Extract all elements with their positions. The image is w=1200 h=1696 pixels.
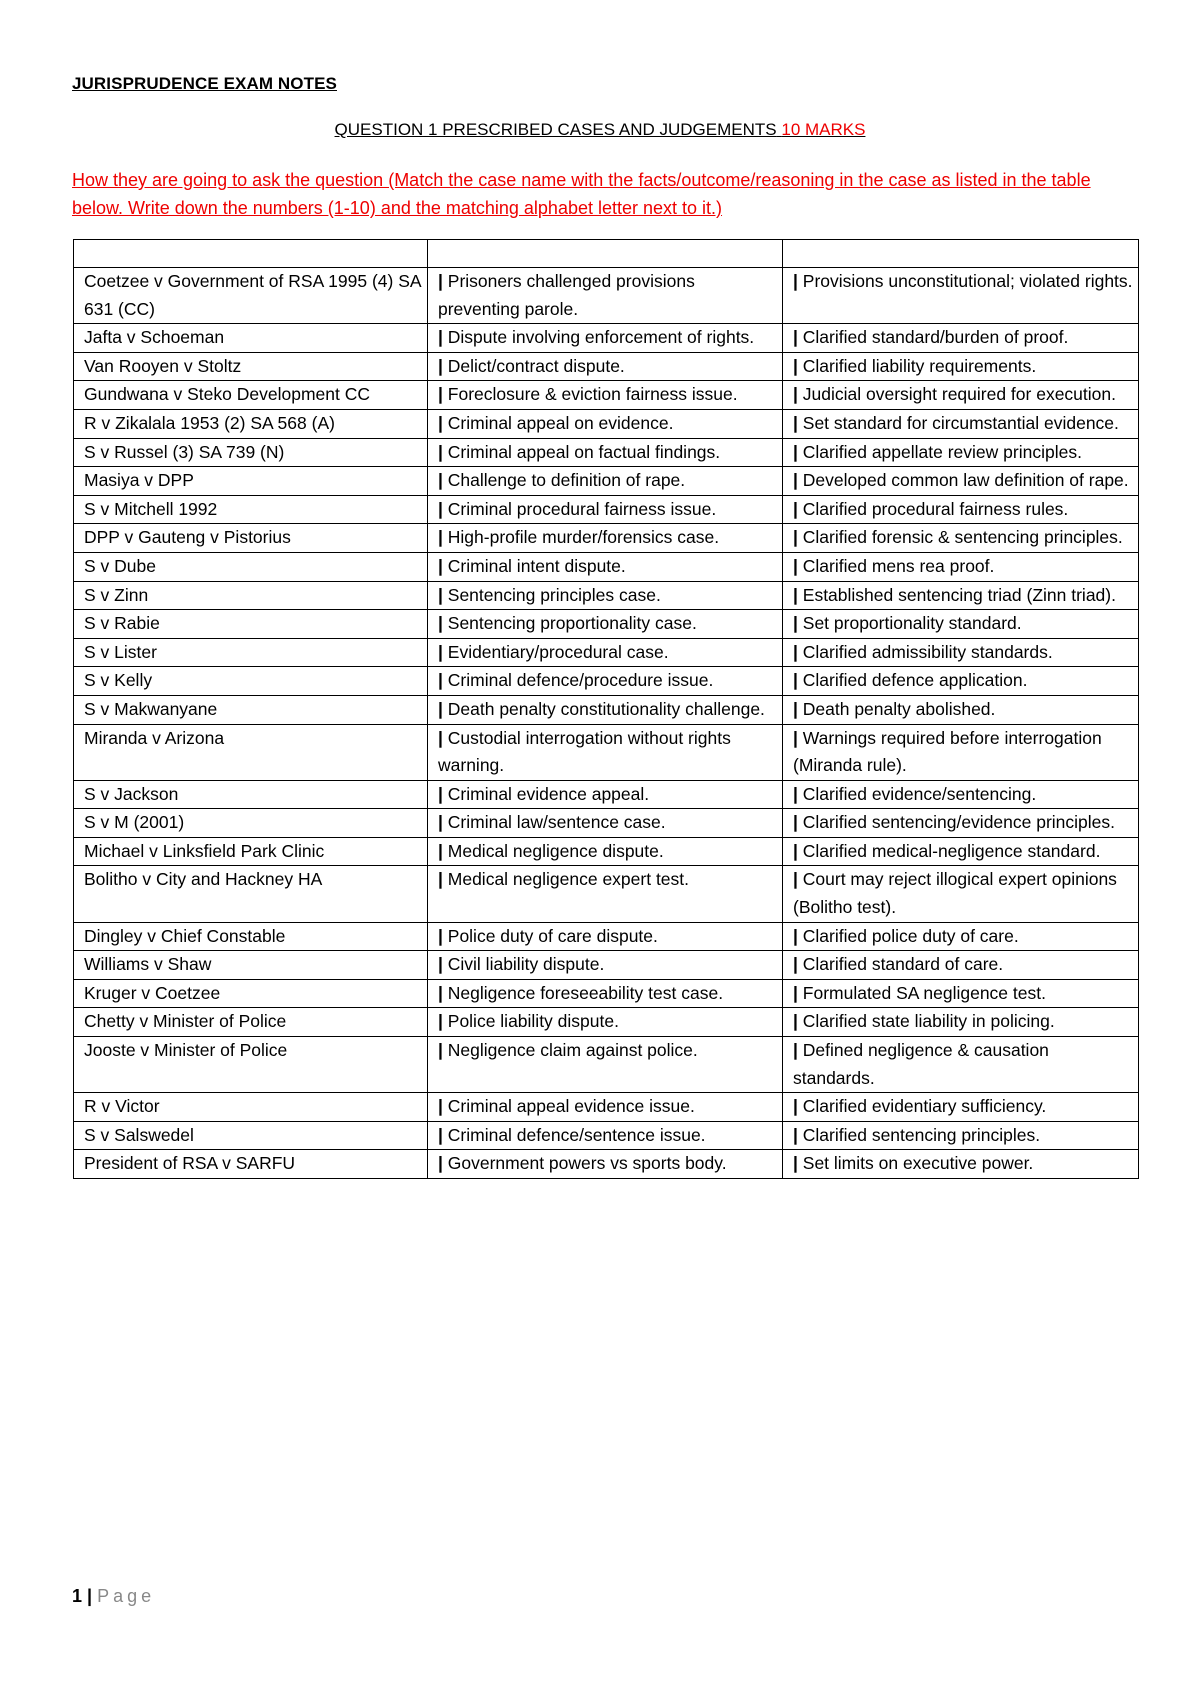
- facts-cell: [428, 667, 783, 696]
- outcome-cell: [783, 667, 1139, 696]
- outcome-cell: [783, 724, 1139, 780]
- outcome-cell-text: Set standard for circumstantial evidence.: [802, 412, 1119, 433]
- facts-cell: [428, 837, 783, 866]
- outcome-cell-text: Warnings required before interrogation (Miranda rule).: [793, 727, 1102, 776]
- outcome-cell-text: Clarified state liability in policing.: [802, 1011, 1055, 1032]
- table-header-cell: [74, 240, 428, 268]
- table-header-row: [74, 240, 1139, 268]
- column-bar-marker: |: [793, 812, 803, 833]
- table-row: [74, 922, 1139, 951]
- case-name-cell: Coetzee v Government of RSA 1995 (4) SA 631 (CC): [74, 268, 428, 324]
- table-row: [74, 581, 1139, 610]
- column-bar-marker: |: [438, 613, 448, 634]
- case-name-cell: S v Makwanyane: [74, 695, 428, 724]
- column-bar-marker: |: [793, 271, 803, 291]
- column-bar-marker: |: [438, 982, 448, 1003]
- facts-cell-text: Sentencing proportionality case.: [447, 613, 697, 634]
- column-bar-marker: |: [793, 1011, 803, 1032]
- column-bar-marker: |: [438, 954, 448, 975]
- table-row: [74, 438, 1139, 467]
- facts-cell: [428, 695, 783, 724]
- outcome-cell-text: Clarified forensic & sentencing principles.: [802, 527, 1123, 548]
- case-name-cell: Miranda v Arizona: [74, 724, 428, 780]
- outcome-cell: [783, 1150, 1139, 1179]
- outcome-cell: [783, 324, 1139, 353]
- facts-cell: [428, 467, 783, 496]
- column-bar-marker: |: [793, 698, 803, 719]
- outcome-cell-text: Set proportionality standard.: [802, 613, 1022, 634]
- table-row: [74, 610, 1139, 639]
- column-bar-marker: |: [438, 840, 448, 861]
- case-name-cell: S v Mitchell 1992: [74, 495, 428, 524]
- case-name-cell: Masiya v DPP: [74, 467, 428, 496]
- case-name-cell: R v Victor: [74, 1093, 428, 1122]
- case-name-cell: S v Lister: [74, 638, 428, 667]
- facts-cell-text: Criminal evidence appeal.: [447, 783, 650, 804]
- outcome-cell-text: Clarified sentencing principles.: [802, 1124, 1041, 1145]
- column-bar-marker: |: [438, 812, 448, 833]
- column-bar-marker: |: [438, 441, 448, 462]
- case-name-cell: DPP v Gauteng v Pistorius: [74, 524, 428, 553]
- column-bar-marker: |: [438, 670, 448, 691]
- outcome-cell-text: Clarified standard of care.: [802, 954, 1004, 975]
- facts-cell-text: Challenge to definition of rape.: [447, 470, 686, 491]
- facts-cell: [428, 1037, 783, 1093]
- facts-cell-text: Criminal procedural fairness issue.: [447, 498, 717, 519]
- facts-cell: [428, 552, 783, 581]
- column-bar-marker: |: [793, 470, 803, 491]
- column-bar-marker: |: [793, 327, 803, 348]
- column-bar-marker: |: [793, 355, 803, 376]
- column-bar-marker: |: [438, 1153, 448, 1174]
- table-row: [74, 724, 1139, 780]
- table-row: [74, 268, 1139, 324]
- column-bar-marker: |: [793, 1124, 803, 1145]
- column-bar-marker: |: [438, 641, 448, 662]
- table-row: [74, 837, 1139, 866]
- outcome-cell-text: Clarified evidentiary sufficiency.: [802, 1096, 1047, 1117]
- column-bar-marker: |: [438, 1011, 448, 1032]
- facts-cell: [428, 581, 783, 610]
- outcome-cell: [783, 695, 1139, 724]
- facts-cell: [428, 352, 783, 381]
- facts-cell: [428, 1093, 783, 1122]
- case-name-cell: S v Zinn: [74, 581, 428, 610]
- column-bar-marker: |: [438, 355, 448, 376]
- facts-cell-text: Negligence claim against police.: [447, 1040, 698, 1061]
- column-bar-marker: |: [793, 1153, 803, 1174]
- table-row: [74, 1093, 1139, 1122]
- table-row: [74, 667, 1139, 696]
- case-name-cell: S v Kelly: [74, 667, 428, 696]
- outcome-cell: [783, 1121, 1139, 1150]
- column-bar-marker: |: [793, 982, 803, 1003]
- column-bar-marker: |: [438, 783, 448, 804]
- table-row: [74, 381, 1139, 410]
- case-name-cell: Gundwana v Steko Development CC: [74, 381, 428, 410]
- outcome-cell-text: Clarified sentencing/evidence principles.: [802, 812, 1116, 833]
- outcome-cell: [783, 837, 1139, 866]
- outcome-cell-text: Clarified procedural fairness rules.: [802, 498, 1069, 519]
- facts-cell-text: Civil liability dispute.: [447, 954, 605, 975]
- facts-cell: [428, 1121, 783, 1150]
- outcome-cell: [783, 352, 1139, 381]
- outcome-cell-text: Clarified appellate review principles.: [802, 441, 1082, 462]
- column-bar-marker: |: [438, 1040, 448, 1061]
- facts-cell-text: Death penalty constitutionality challenge.: [447, 698, 765, 719]
- table-row: [74, 809, 1139, 838]
- table-row: [74, 695, 1139, 724]
- outcome-cell-text: Provisions unconstitutional; violated rights.: [802, 271, 1133, 291]
- outcome-cell-text: Clarified standard/burden of proof.: [802, 327, 1069, 348]
- case-name-cell: Williams v Shaw: [74, 951, 428, 980]
- table-row: [74, 1121, 1139, 1150]
- outcome-cell: [783, 495, 1139, 524]
- question-marks: 10 MARKS: [781, 120, 866, 139]
- outcome-cell: [783, 866, 1139, 922]
- outcome-cell-text: Clarified mens rea proof.: [802, 555, 995, 576]
- facts-cell: [428, 495, 783, 524]
- case-name-cell: S v Russel (3) SA 739 (N): [74, 438, 428, 467]
- facts-cell-text: Government powers vs sports body.: [447, 1153, 727, 1174]
- table-row: [74, 552, 1139, 581]
- outcome-cell-text: Established sentencing triad (Zinn triad).: [802, 584, 1116, 605]
- facts-cell: [428, 809, 783, 838]
- column-bar-marker: |: [438, 527, 448, 548]
- column-bar-marker: |: [793, 527, 803, 548]
- column-bar-marker: |: [793, 727, 803, 748]
- facts-cell: [428, 724, 783, 780]
- column-bar-marker: |: [438, 470, 448, 491]
- table-row: [74, 780, 1139, 809]
- facts-cell-text: Medical negligence dispute.: [447, 840, 664, 861]
- column-bar-marker: |: [793, 954, 803, 975]
- table-row: [74, 324, 1139, 353]
- case-name-cell: Michael v Linksfield Park Clinic: [74, 837, 428, 866]
- facts-cell-text: Foreclosure & eviction fairness issue.: [447, 384, 738, 405]
- column-bar-marker: |: [793, 869, 803, 890]
- facts-cell: [428, 922, 783, 951]
- question-heading: [0, 120, 1200, 140]
- outcome-cell: [783, 809, 1139, 838]
- outcome-cell-text: Clarified medical-negligence standard.: [802, 840, 1101, 861]
- facts-cell-text: Prisoners challenged provisions preventing parole.: [438, 271, 695, 319]
- case-name-cell: Bolitho v City and Hackney HA: [74, 866, 428, 922]
- outcome-cell: [783, 1037, 1139, 1093]
- facts-cell: [428, 866, 783, 922]
- facts-cell: [428, 638, 783, 667]
- facts-cell-text: Criminal law/sentence case.: [447, 812, 666, 833]
- case-name-cell: R v Zikalala 1953 (2) SA 568 (A): [74, 409, 428, 438]
- case-name-cell: Jooste v Minister of Police: [74, 1037, 428, 1093]
- column-bar-marker: |: [438, 327, 448, 348]
- outcome-cell: [783, 581, 1139, 610]
- case-name-cell: Dingley v Chief Constable: [74, 922, 428, 951]
- table-header-cell: [783, 240, 1139, 268]
- facts-cell-text: Criminal appeal on evidence.: [447, 412, 674, 433]
- facts-cell-text: Dispute involving enforcement of rights.: [447, 327, 755, 348]
- column-bar-marker: |: [438, 1096, 448, 1117]
- outcome-cell: [783, 951, 1139, 980]
- column-bar-marker: |: [438, 498, 448, 519]
- table-row: [74, 1150, 1139, 1179]
- column-bar-marker: |: [438, 271, 448, 291]
- column-bar-marker: |: [793, 412, 803, 433]
- table-row: [74, 951, 1139, 980]
- outcome-cell: [783, 638, 1139, 667]
- facts-cell: [428, 409, 783, 438]
- facts-cell: [428, 780, 783, 809]
- column-bar-marker: |: [438, 727, 448, 748]
- outcome-cell-text: Clarified police duty of care.: [802, 925, 1019, 946]
- facts-cell: [428, 438, 783, 467]
- footer-separator: |: [87, 1586, 93, 1606]
- outcome-cell-text: Clarified liability requirements.: [802, 355, 1037, 376]
- case-name-cell: President of RSA v SARFU: [74, 1150, 428, 1179]
- outcome-cell: [783, 381, 1139, 410]
- table-row: [74, 495, 1139, 524]
- facts-cell: [428, 381, 783, 410]
- facts-cell: [428, 524, 783, 553]
- question-heading-text: QUESTION 1 PRESCRIBED CASES AND JUDGEMENTS: [334, 120, 777, 139]
- column-bar-marker: |: [793, 441, 803, 462]
- case-name-cell: Chetty v Minister of Police: [74, 1008, 428, 1037]
- facts-cell-text: Police liability dispute.: [447, 1011, 619, 1032]
- facts-cell: [428, 1150, 783, 1179]
- outcome-cell: [783, 610, 1139, 639]
- facts-cell: [428, 268, 783, 324]
- facts-cell-text: Custodial interrogation without rights warning.: [438, 727, 731, 776]
- column-bar-marker: |: [438, 584, 448, 605]
- table-header-cell: [428, 240, 783, 268]
- outcome-cell: [783, 1008, 1139, 1037]
- column-bar-marker: |: [793, 613, 803, 634]
- document-title: JURISPRUDENCE EXAM NOTES: [72, 74, 337, 93]
- facts-cell: [428, 324, 783, 353]
- outcome-cell: [783, 524, 1139, 553]
- outcome-cell-text: Formulated SA negligence test.: [802, 982, 1046, 1003]
- table-row: [74, 467, 1139, 496]
- table-row: [74, 352, 1139, 381]
- case-name-cell: S v Jackson: [74, 780, 428, 809]
- table-row: [74, 866, 1139, 922]
- outcome-cell: [783, 780, 1139, 809]
- outcome-cell: [783, 552, 1139, 581]
- outcome-cell: [783, 979, 1139, 1008]
- column-bar-marker: |: [793, 1040, 803, 1061]
- column-bar-marker: |: [438, 925, 448, 946]
- facts-cell-text: Medical negligence expert test.: [447, 869, 690, 890]
- facts-cell-text: Delict/contract dispute.: [447, 355, 625, 376]
- column-bar-marker: |: [793, 641, 803, 662]
- outcome-cell-text: Set limits on executive power.: [802, 1153, 1034, 1174]
- facts-cell-text: Criminal defence/sentence issue.: [447, 1124, 706, 1145]
- case-name-cell: Kruger v Coetzee: [74, 979, 428, 1008]
- facts-cell: [428, 1008, 783, 1037]
- facts-cell-text: Criminal intent dispute.: [447, 555, 626, 576]
- case-name-cell: Van Rooyen v Stoltz: [74, 352, 428, 381]
- column-bar-marker: |: [793, 584, 803, 605]
- facts-cell-text: Criminal appeal on factual findings.: [447, 441, 721, 462]
- facts-cell-text: Police duty of care dispute.: [447, 925, 658, 946]
- column-bar-marker: |: [793, 925, 803, 946]
- outcome-cell: [783, 409, 1139, 438]
- table-row: [74, 979, 1139, 1008]
- case-name-cell: S v M (2001): [74, 809, 428, 838]
- page-label: Page: [97, 1586, 156, 1606]
- facts-cell-text: Evidentiary/procedural case.: [447, 641, 669, 662]
- outcome-cell-text: Clarified evidence/sentencing.: [802, 783, 1037, 804]
- case-name-cell: S v Salswedel: [74, 1121, 428, 1150]
- outcome-cell-text: Developed common law definition of rape.: [802, 470, 1129, 491]
- facts-cell-text: Criminal appeal evidence issue.: [447, 1096, 695, 1117]
- outcome-cell-text: Clarified admissibility standards.: [802, 641, 1053, 662]
- column-bar-marker: |: [793, 1096, 803, 1117]
- table-row: [74, 1008, 1139, 1037]
- question-instructions: How they are going to ask the question (Match the case name with the facts/outcome/reasoning in the case as listed in the table below. Write down the numbers (1-10) and the matching alphabet letter next to it.): [72, 170, 1091, 218]
- column-bar-marker: |: [793, 555, 803, 576]
- facts-cell: [428, 610, 783, 639]
- column-bar-marker: |: [438, 869, 448, 890]
- cases-table: [73, 239, 1139, 1179]
- facts-cell: [428, 951, 783, 980]
- column-bar-marker: |: [793, 384, 803, 405]
- column-bar-marker: |: [438, 698, 448, 719]
- outcome-cell: [783, 438, 1139, 467]
- column-bar-marker: |: [793, 670, 803, 691]
- facts-cell: [428, 979, 783, 1008]
- table-row: [74, 409, 1139, 438]
- outcome-cell-text: Defined negligence & causation standards.: [793, 1040, 1049, 1088]
- column-bar-marker: |: [438, 412, 448, 433]
- case-name-cell: S v Dube: [74, 552, 428, 581]
- case-name-cell: Jafta v Schoeman: [74, 324, 428, 353]
- column-bar-marker: |: [438, 384, 448, 405]
- outcome-cell-text: Clarified defence application.: [802, 670, 1028, 691]
- outcome-cell: [783, 268, 1139, 324]
- outcome-cell: [783, 467, 1139, 496]
- outcome-cell-text: Court may reject illogical expert opinions (Bolitho test).: [793, 869, 1117, 918]
- case-name-cell: S v Rabie: [74, 610, 428, 639]
- outcome-cell-text: Death penalty abolished.: [802, 698, 996, 719]
- page-number: 1: [72, 1586, 83, 1606]
- column-bar-marker: |: [438, 555, 448, 576]
- outcome-cell: [783, 922, 1139, 951]
- facts-cell-text: High-profile murder/forensics case.: [447, 527, 720, 548]
- table-row: [74, 524, 1139, 553]
- table-row: [74, 638, 1139, 667]
- column-bar-marker: |: [438, 1124, 448, 1145]
- page-footer: [72, 1586, 155, 1607]
- column-bar-marker: |: [793, 783, 803, 804]
- facts-cell-text: Sentencing principles case.: [447, 584, 661, 605]
- facts-cell-text: Criminal defence/procedure issue.: [447, 670, 714, 691]
- facts-cell-text: Negligence foreseeability test case.: [447, 982, 724, 1003]
- outcome-cell: [783, 1093, 1139, 1122]
- outcome-cell-text: Judicial oversight required for execution.: [802, 384, 1116, 405]
- table-row: [74, 1037, 1139, 1093]
- column-bar-marker: |: [793, 840, 803, 861]
- column-bar-marker: |: [793, 498, 803, 519]
